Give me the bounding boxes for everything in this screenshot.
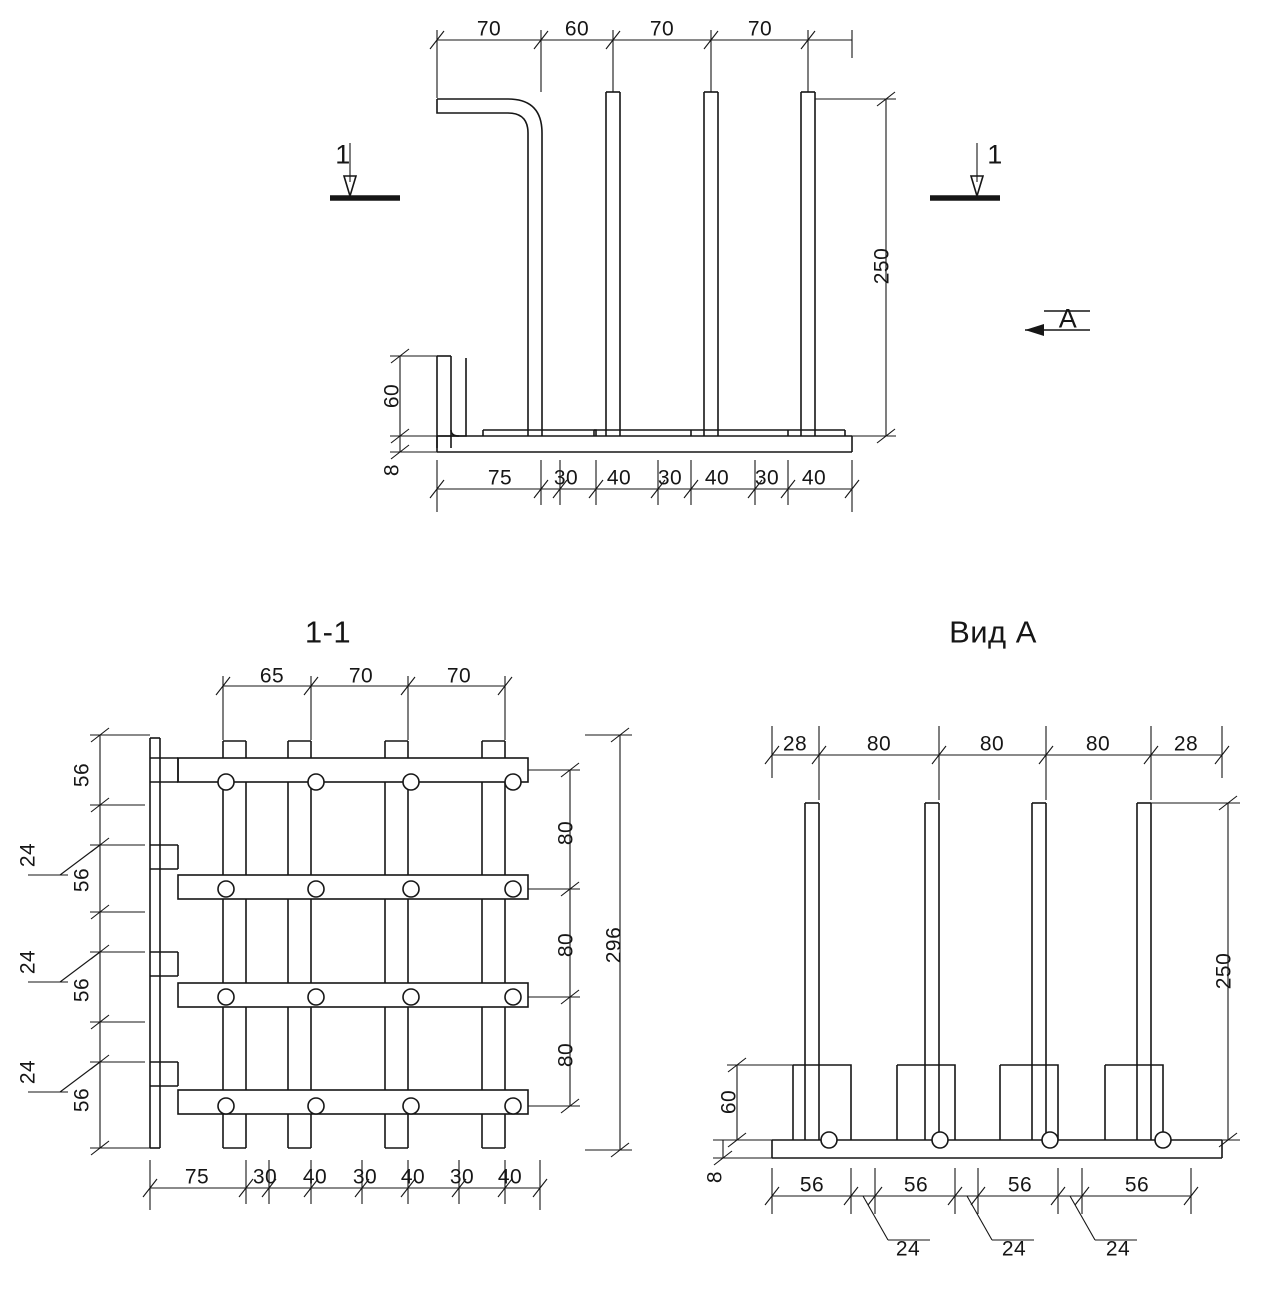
weld-label-24-va-b: 24 bbox=[1001, 1237, 1027, 1261]
dim-label-70-a: 70 bbox=[476, 17, 502, 41]
section-mark-left-label: 1 bbox=[335, 139, 351, 170]
dim-label-250-va: 250 bbox=[1212, 952, 1236, 990]
dim-label-40-b: 40 bbox=[704, 466, 730, 490]
dim-label-75-s: 75 bbox=[184, 1165, 210, 1189]
dim-label-250-top: 250 bbox=[870, 247, 894, 285]
dim-label-70-b: 70 bbox=[649, 17, 675, 41]
dim-label-75-top: 75 bbox=[487, 466, 513, 490]
dim-label-56-c: 56 bbox=[70, 977, 94, 1003]
dim-label-65: 65 bbox=[259, 664, 285, 688]
dim-label-28-left: 28 bbox=[782, 732, 808, 756]
weld-label-24-va-a: 24 bbox=[895, 1237, 921, 1261]
dim-label-40-s-b: 40 bbox=[400, 1165, 426, 1189]
dim-label-8-top: 8 bbox=[380, 463, 404, 477]
dim-label-56-va-a: 56 bbox=[799, 1173, 825, 1197]
dim-label-56-a: 56 bbox=[70, 762, 94, 788]
dim-label-40-a: 40 bbox=[606, 466, 632, 490]
dim-label-40-s-c: 40 bbox=[497, 1165, 523, 1189]
dim-label-80-a: 80 bbox=[554, 820, 578, 846]
weld-label-24-c: 24 bbox=[16, 1059, 40, 1085]
view-arrow-a-label: A bbox=[1058, 303, 1078, 334]
dim-label-56-va-c: 56 bbox=[1007, 1173, 1033, 1197]
dim-label-70-s-a: 70 bbox=[348, 664, 374, 688]
section-mark-right-label: 1 bbox=[987, 139, 1003, 170]
view-a-title: Вид А bbox=[949, 614, 1037, 650]
dim-label-296: 296 bbox=[602, 926, 626, 964]
dim-label-80-va-c: 80 bbox=[1085, 732, 1111, 756]
view-a-geometry bbox=[713, 726, 1240, 1240]
dim-label-28-right: 28 bbox=[1173, 732, 1199, 756]
dim-label-80-b: 80 bbox=[554, 932, 578, 958]
weld-label-24-b: 24 bbox=[16, 949, 40, 975]
dim-label-56-b: 56 bbox=[70, 867, 94, 893]
dim-label-80-va-a: 80 bbox=[866, 732, 892, 756]
dim-label-56-va-b: 56 bbox=[903, 1173, 929, 1197]
dim-label-70-s-b: 70 bbox=[446, 664, 472, 688]
dim-label-30-s-c: 30 bbox=[449, 1165, 475, 1189]
section-1-1-geometry bbox=[28, 676, 632, 1210]
dim-label-56-d: 56 bbox=[70, 1087, 94, 1113]
dim-label-80-va-b: 80 bbox=[979, 732, 1005, 756]
dim-label-8-va: 8 bbox=[703, 1170, 727, 1184]
section-title-1-1: 1‑1 bbox=[304, 614, 352, 650]
dim-label-30-b: 30 bbox=[657, 466, 683, 490]
top-view-geometry bbox=[330, 30, 1090, 512]
dim-label-30-s-a: 30 bbox=[252, 1165, 278, 1189]
dim-label-56-va-d: 56 bbox=[1124, 1173, 1150, 1197]
dim-label-30-s-b: 30 bbox=[352, 1165, 378, 1189]
dim-label-70-c: 70 bbox=[747, 17, 773, 41]
dim-label-60-top: 60 bbox=[380, 383, 404, 409]
weld-label-24-va-c: 24 bbox=[1105, 1237, 1131, 1261]
dim-label-60-a: 60 bbox=[564, 17, 590, 41]
dim-label-40-c: 40 bbox=[801, 466, 827, 490]
weld-label-24-a: 24 bbox=[16, 842, 40, 868]
dim-label-30-c: 30 bbox=[754, 466, 780, 490]
dim-label-30-a: 30 bbox=[553, 466, 579, 490]
dim-label-40-s-a: 40 bbox=[302, 1165, 328, 1189]
dim-label-60-va: 60 bbox=[717, 1089, 741, 1115]
dim-label-80-c: 80 bbox=[554, 1042, 578, 1068]
